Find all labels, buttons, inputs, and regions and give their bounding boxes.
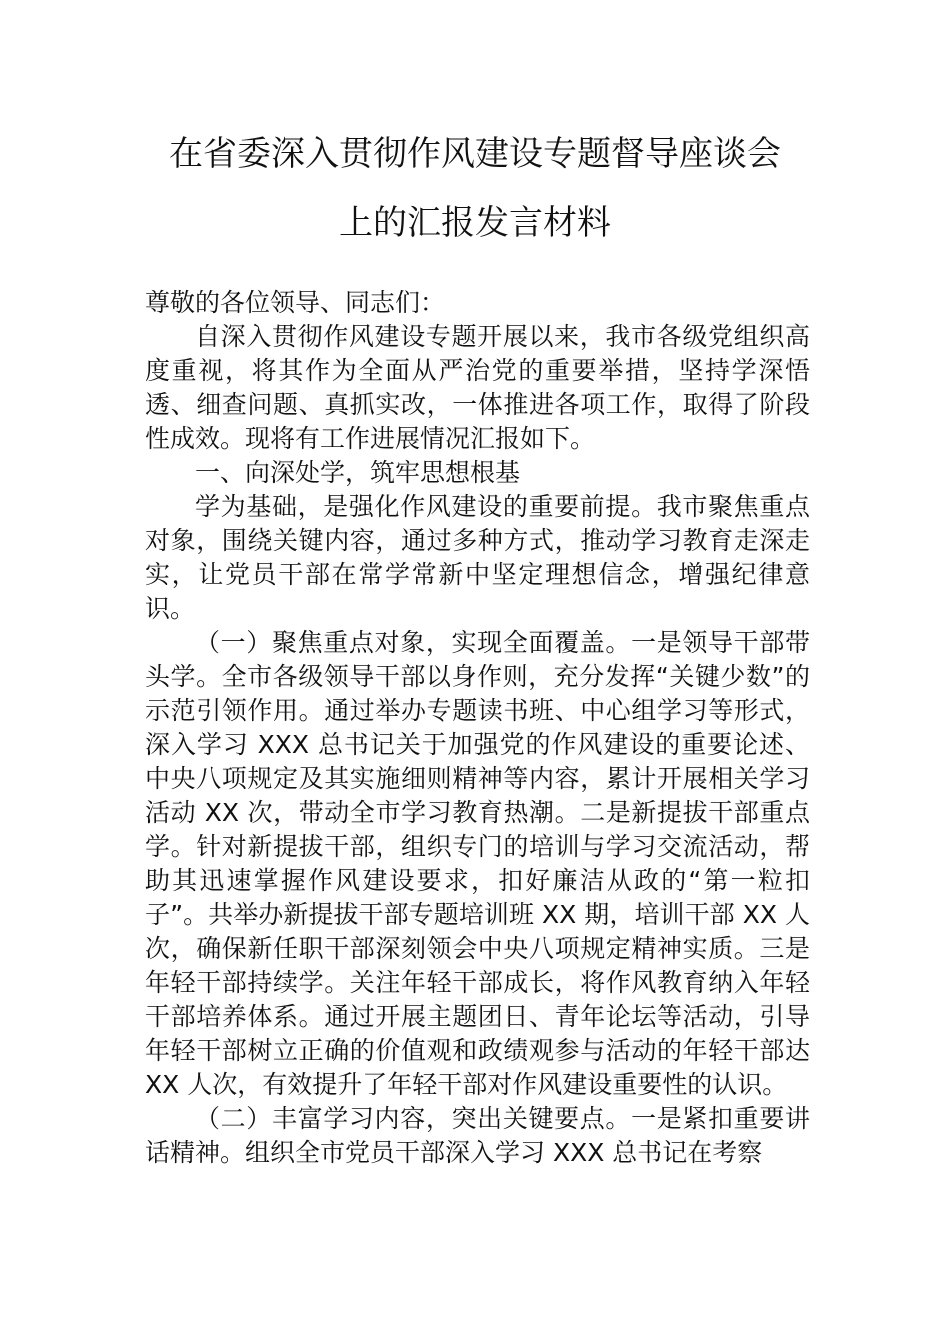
section-heading-1: 一、向深处学，筑牢思想根基 (195, 458, 521, 487)
paragraph-intro: 自深入贯彻作风建设专题开展以来，我市各级党组织高度重视，将其作为全面从严治党的重要举措，坚持学深悟透、细查问题、真抓实改，一体推进各项工作，取得了阶段性成效。现将有工作进展情况汇报如下。 (145, 322, 810, 453)
salutation: 尊敬的各位领导、同志们： (145, 288, 446, 317)
document-title-line-2: 上的汇报发言材料 (339, 203, 611, 243)
document-body (145, 286, 810, 1170)
paragraph-subsection-1: （一）聚焦重点对象，实现全面覆盖。一是领导干部带头学。全市各级领导干部以身作则，充分发挥“关键少数”的示范引领作用。通过举办专题读书班、中心组学习等形式，深入学习 XXX 总书记关于加强党的作风建设的重要论述、中央八项规定及其实施细则精神等内容，累计开展相关学习活动 XX 次，带动全市学习教育热潮。二是新提拔干部重点学。针对新提拔干部，组织专门的培训与学习交流活动，帮助其迅速掌握作风建设要求，扣好廉洁从政的“第一粒扣子”。共举办新提拔干部专题培训班 XX 期，培训干部 XX 人次，确保新任职干部深刻领会中央八项规定精神实质。三是年轻干部持续学。关注年轻干部成长，将作风教育纳入年轻干部培养体系。通过开展主题团日、青年论坛等活动，引导年轻干部树立正确的价值观和政绩观参与活动的年轻干部达 XX 人次，有效提升了年轻干部对作风建设重要性的认识。 (145, 628, 810, 1099)
document-title-line-1: 在省委深入贯彻作风建设专题督导座谈会 (169, 134, 781, 174)
paragraph-subsection-2: （二）丰富学习内容，突出关键要点。一是紧扣重要讲话精神。组织全市党员干部深入学习 XXX 总书记在考察 (145, 1104, 810, 1167)
paragraph-section-1: 学为基础，是强化作风建设的重要前提。我市聚焦重点对象，围绕关键内容，通过多种方式，推动学习教育走深走实，让党员干部在常学常新中坚定理想信念，增强纪律意识。 (145, 492, 810, 623)
